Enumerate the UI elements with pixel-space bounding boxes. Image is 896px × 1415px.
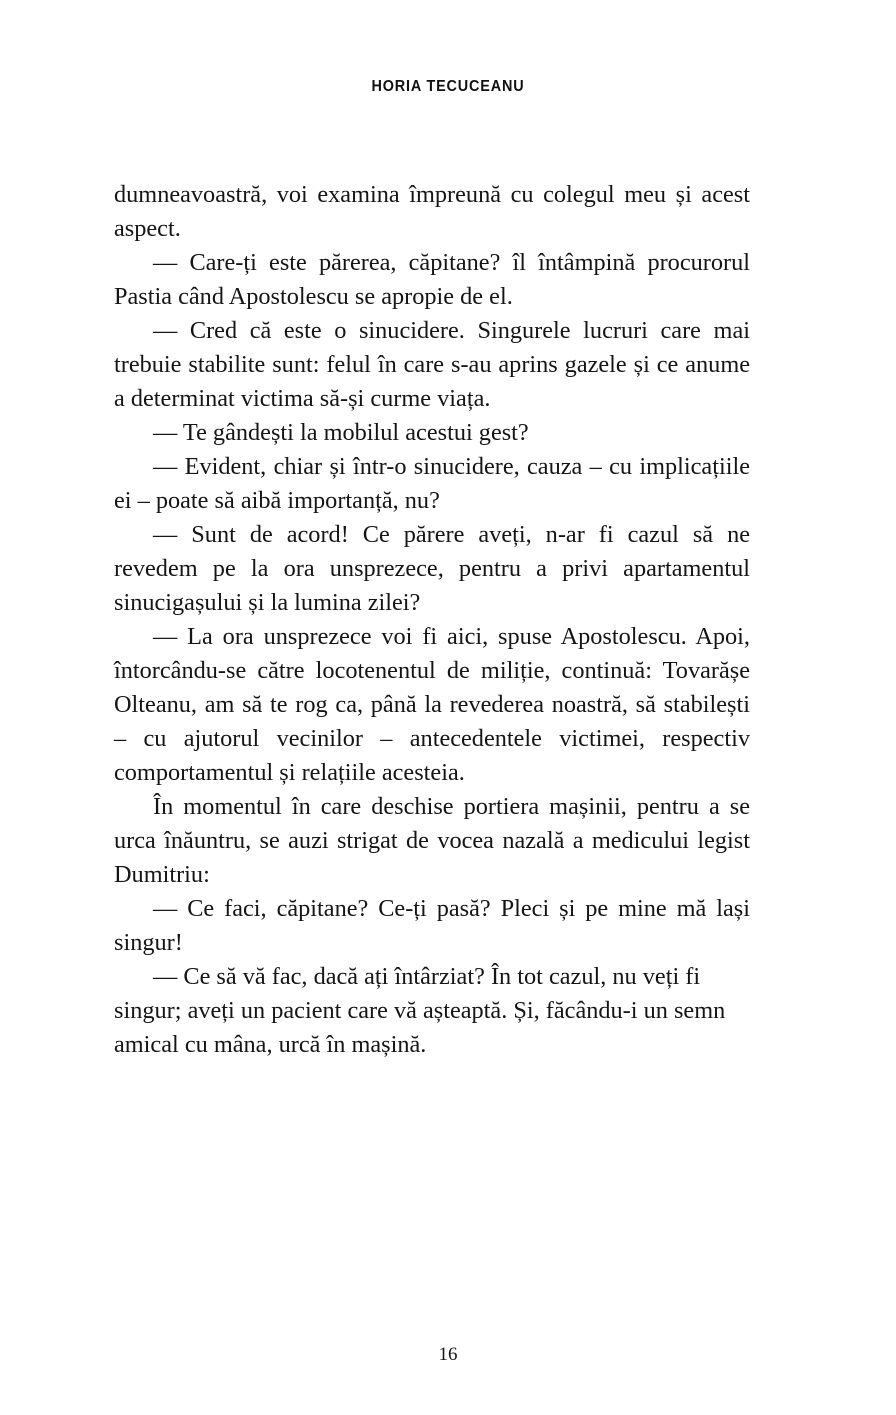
- paragraph: În momentul în care deschise portiera mașinii, pentru a se urca înăuntru, se auzi strigat de vocea nazală a medicului legist Dumitriu:: [114, 793, 750, 888]
- page-number: 16: [438, 1344, 458, 1365]
- body-text-block: [114, 178, 750, 1062]
- running-header: HORIA TECUCEANU: [371, 78, 525, 95]
- paragraph: — La ora unsprezece voi fi aici, spuse Apostolescu. Apoi, întorcându-se către locotenentul de miliție, continuă: Tovarășe Olteanu, am să te rog ca, până la revederea noastră, să stabilești – cu ajutorul vecinilor – antecedentele victimei, respectiv comportamentul și relațiile acesteia.: [114, 623, 750, 786]
- paragraph: — Sunt de acord! Ce părere aveți, n-ar fi cazul să ne revedem pe la ora unsprezece, pentru a privi apartamentul sinucigașului și la lumina zilei?: [114, 521, 750, 616]
- paragraph: — Ce faci, căpitane? Ce-ți pasă? Pleci și pe mine mă lași singur!: [114, 895, 750, 956]
- paragraph: — Te gândești la mobilul acestui gest?: [153, 419, 529, 446]
- paragraph: — Care-ți este părerea, căpitane? îl întâmpină procurorul Pastia când Apostolescu se apropie de el.: [114, 249, 750, 310]
- paragraph: dumneavoastră, voi examina împreună cu colegul meu și acest aspect.: [114, 181, 750, 242]
- paragraph: — Ce să vă fac, dacă ați întârziat? În tot cazul, nu veți fi singur; aveți un pacient care vă așteaptă. Și, făcându-i un semn amical cu mâna, urcă în mașină.: [114, 963, 726, 1058]
- paragraph: — Cred că este o sinucidere. Singurele lucruri care mai trebuie stabilite sunt: felul în care s-au aprins gazele și ce anume a determinat victima să-și curme viața.: [114, 317, 750, 412]
- paragraph: — Evident, chiar și într-o sinucidere, cauza – cu implicațiile ei – poate să aibă importanță, nu?: [114, 453, 750, 514]
